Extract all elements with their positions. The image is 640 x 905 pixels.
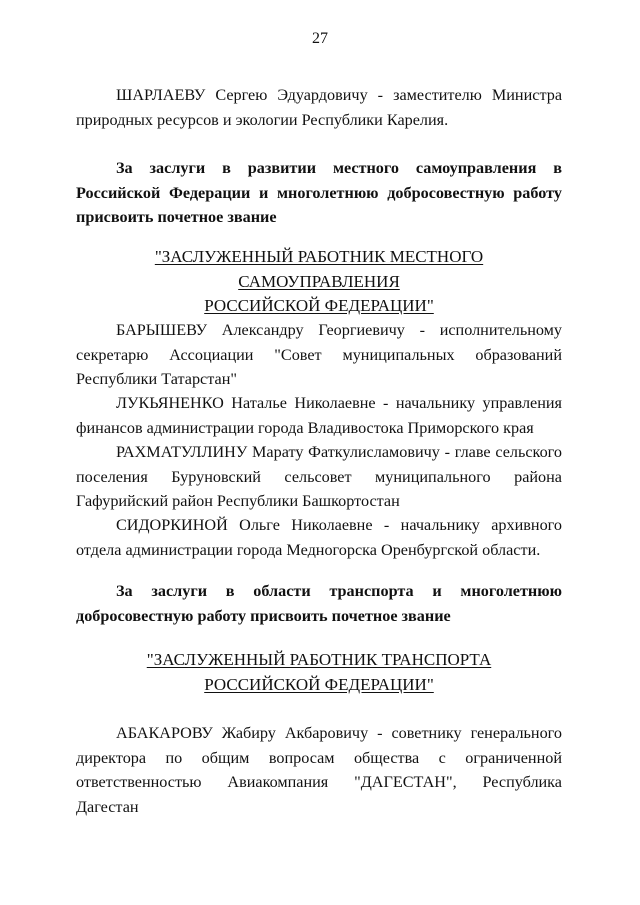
honorary-title-local-government xyxy=(76,245,562,319)
award-entry-sidorkina: СИДОРКИНОЙ Ольге Николаевне - начальнику архивного отдела администрации города Медногорска Оренбургской области. xyxy=(76,516,562,559)
honorary-title-line: РОССИЙСКОЙ ФЕДЕРАЦИИ" xyxy=(204,296,434,315)
award-entry-lukyanenko: ЛУКЬЯНЕНКО Наталье Николаевне - начальнику управления финансов администрации города Владивостока Приморского края xyxy=(76,394,562,437)
award-entry-abakarov: АБАКАРОВУ Жабиру Акбаровичу - советнику генерального директора по общим вопросам общества с ограниченной ответственностью Авиакомпания "ДАГЕСТАН", Республика Дагестан xyxy=(76,724,562,816)
honorary-title-transport xyxy=(76,648,562,697)
award-entry-baryshev: БАРЫШЕВУ Александру Георгиевичу - исполнительному секретарю Ассоциации "Совет муниципальных образований Республики Татарстан" xyxy=(76,321,562,388)
decree-clause-local-government: За заслуги в развитии местного самоуправления в Российской Федерации и многолетнюю добросовестную работу присвоить почетное звание xyxy=(76,159,562,226)
honorary-title-line: РОССИЙСКОЙ ФЕДЕРАЦИИ" xyxy=(204,674,434,694)
page-number: 27 xyxy=(312,30,328,47)
honorary-title-line: "ЗАСЛУЖЕННЫЙ РАБОТНИК ТРАНСПОРТА xyxy=(146,650,492,669)
award-entry-sharlaev: ШАРЛАЕВУ Сергею Эдуардовичу - заместителю Министра природных ресурсов и экологии Республики Карелия. xyxy=(76,86,562,129)
decree-clause-transport: За заслуги в области транспорта и многолетнюю добросовестную работу присвоить почетное звание xyxy=(76,582,562,625)
honorary-title-line: "ЗАСЛУЖЕННЫЙ РАБОТНИК МЕСТНОГО САМОУПРАВЛЕНИЯ xyxy=(154,247,484,291)
award-entry-rakhmatullin: РАХМАТУЛЛИНУ Марату Фаткулисламовичу - главе сельского поселения Буруновский сельсовет муниципального района Гафурийский район Республики Башкортостан xyxy=(76,443,562,510)
